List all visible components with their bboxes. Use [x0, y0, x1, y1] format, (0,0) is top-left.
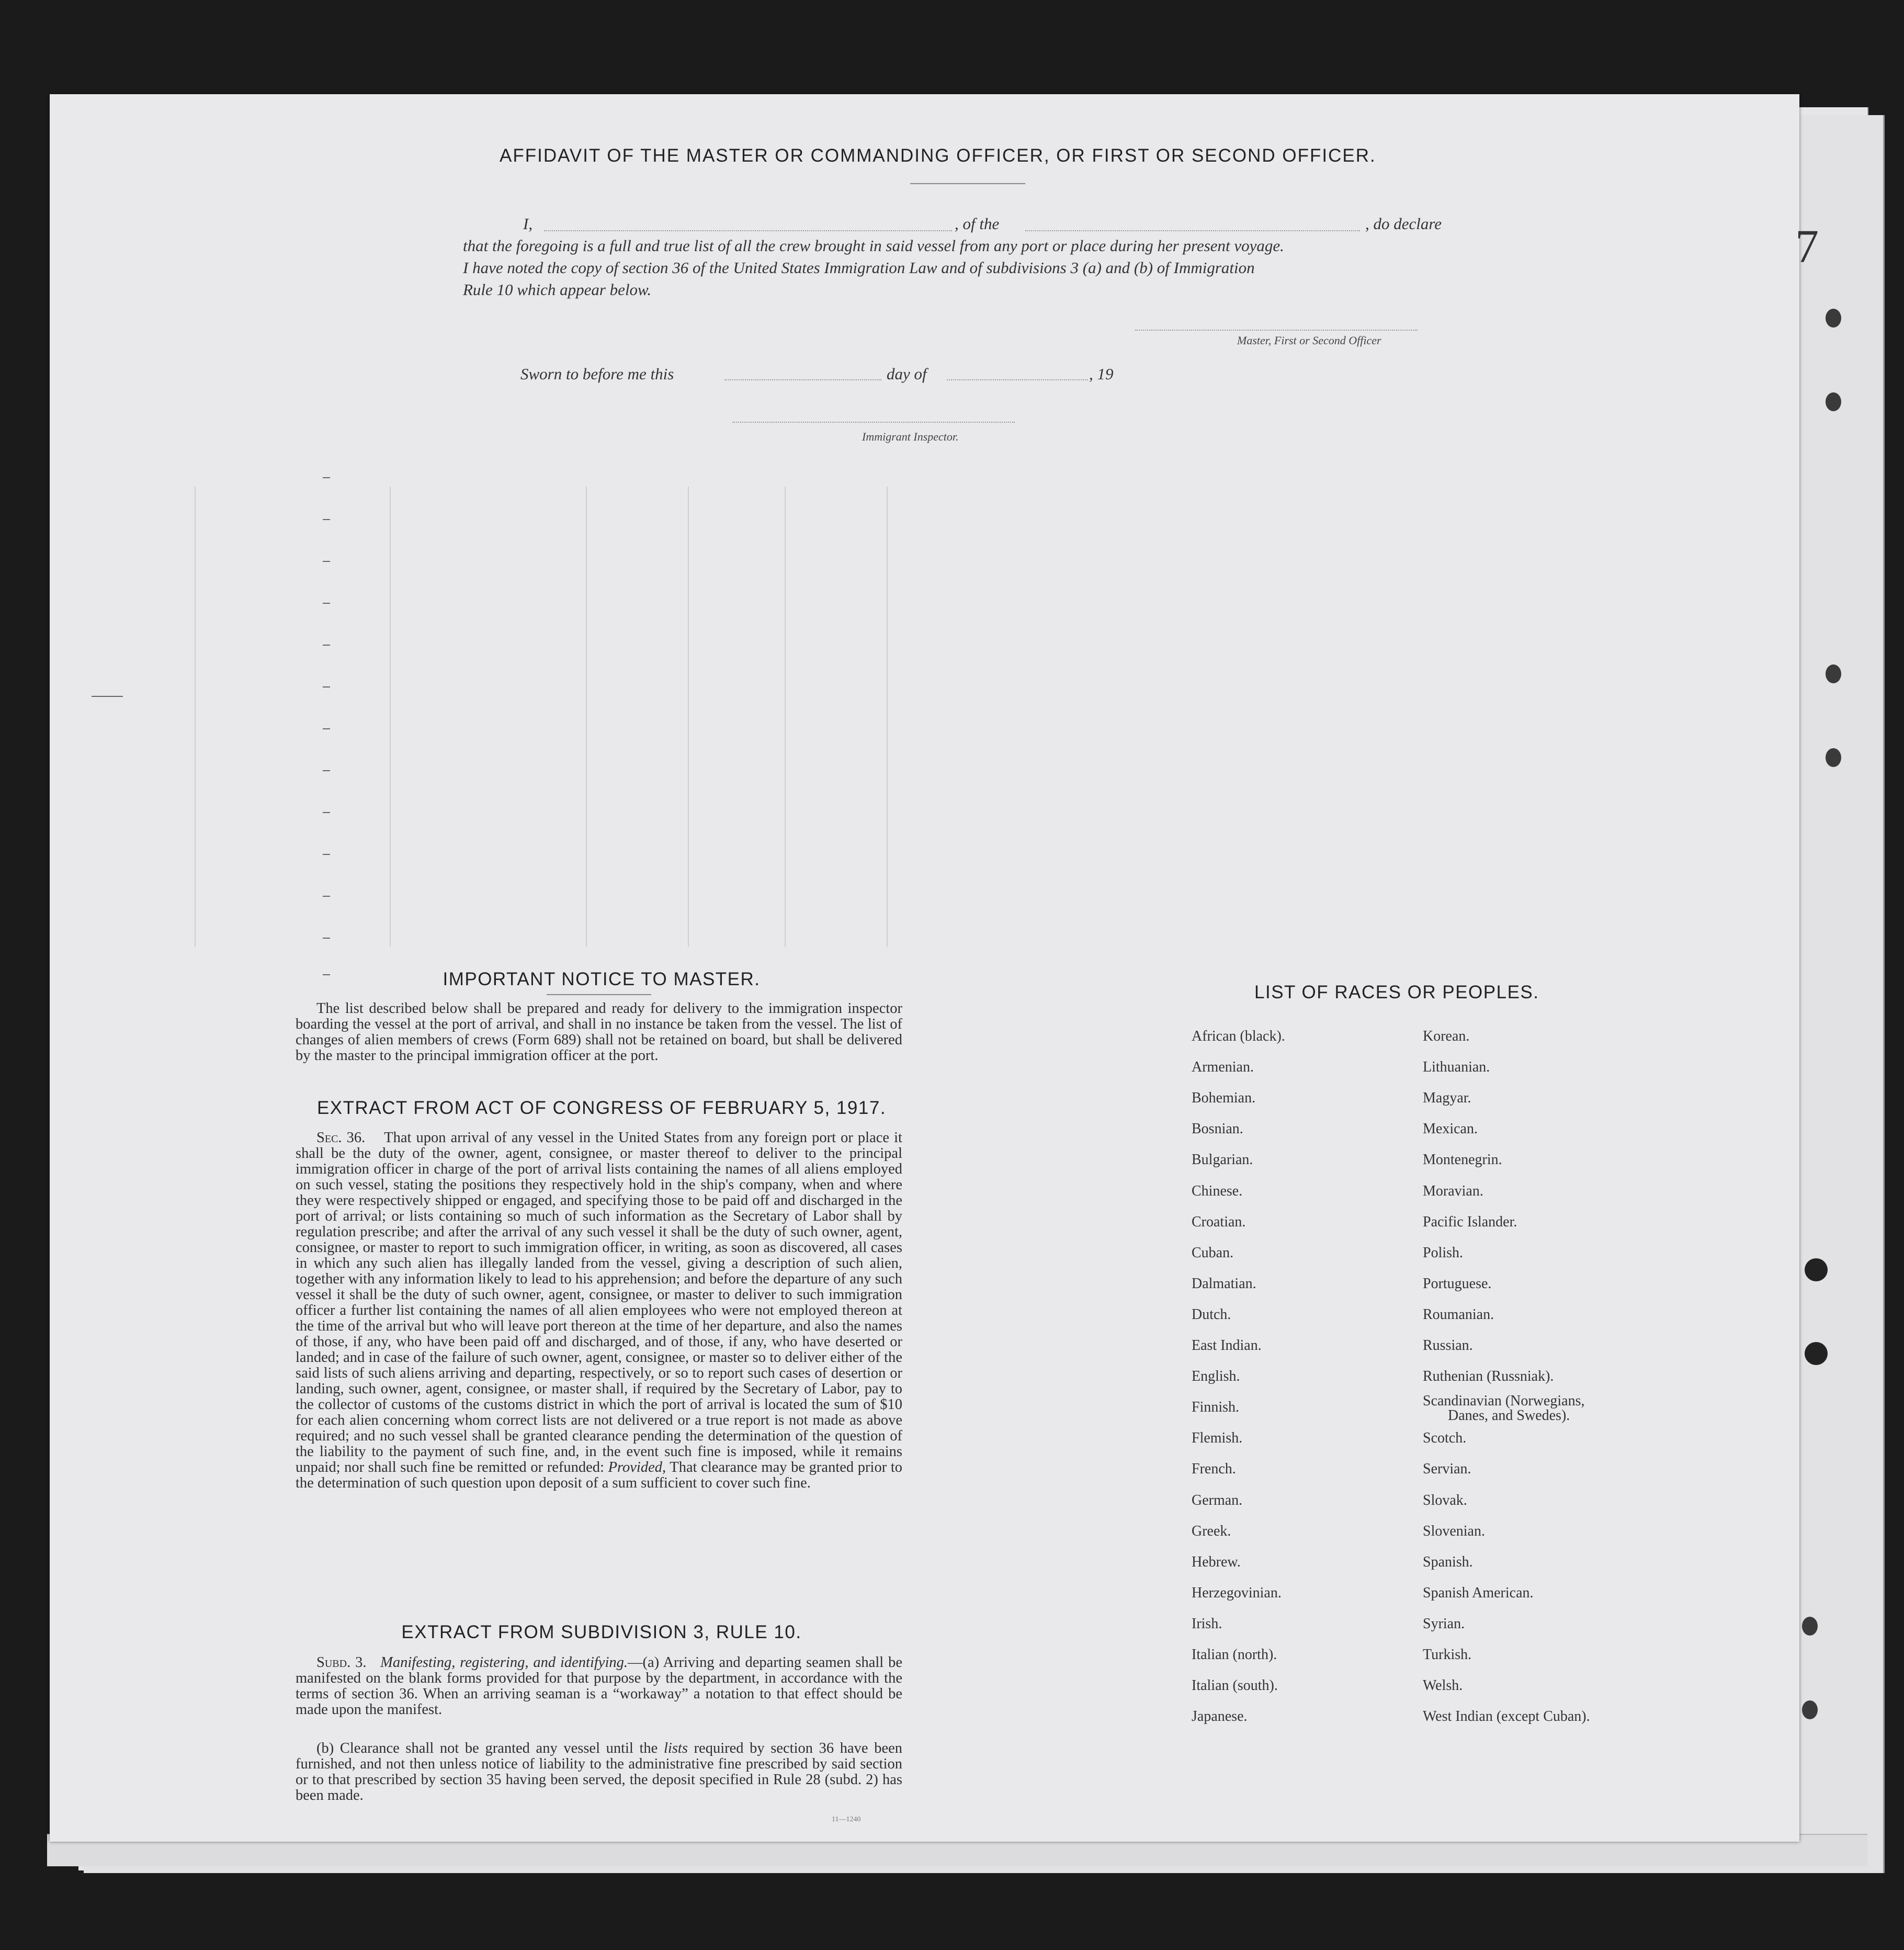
punch-hole — [1805, 1342, 1828, 1365]
row-tick — [323, 477, 330, 478]
race-item: Portuguese. — [1423, 1275, 1492, 1292]
race-item: Armenian. — [1192, 1059, 1254, 1076]
race-item: Slovak. — [1423, 1492, 1467, 1508]
affidavit-line2: that the foregoing is a full and true list of all the crew brought in said vessel from any port or place during her present voyage. — [463, 236, 1284, 255]
provided-word: Provided, — [608, 1459, 666, 1475]
subd-text-b-start: (b) Clearance shall not be granted any vessel until the — [316, 1740, 658, 1756]
affidavit-title: AFFIDAVIT OF THE MASTER OR COMMANDING OFFICER, OR FIRST OR SECOND OFFICER. — [500, 145, 1376, 166]
race-item: Japanese. — [1192, 1708, 1248, 1725]
margin-handwritten-mark: 7 — [1795, 221, 1819, 273]
section-label: Sec. 36. — [316, 1130, 366, 1146]
notice-title: IMPORTANT NOTICE TO MASTER. — [443, 969, 761, 989]
month-blank — [947, 379, 1088, 380]
subd-label: Subd. 3. — [316, 1654, 367, 1671]
race-item: Spanish. — [1423, 1553, 1473, 1570]
extract-act-body — [296, 1130, 902, 1491]
extract-rule-para-a — [296, 1655, 902, 1718]
affidavit-i: I, — [523, 215, 533, 233]
race-item: Slovenian. — [1423, 1523, 1485, 1539]
punch-hole — [1826, 392, 1841, 411]
race-item: Ruthenian (Russniak). — [1423, 1368, 1554, 1385]
vessel-blank — [1025, 230, 1360, 231]
race-item: Scandinavian (Norwegians, — [1423, 1393, 1585, 1410]
document-page — [50, 94, 1799, 1842]
race-item: Hebrew. — [1192, 1553, 1241, 1570]
race-item: Cuban. — [1192, 1244, 1234, 1261]
subd-heading: Manifesting, registering, and identifying. — [380, 1654, 628, 1671]
punch-hole — [1802, 1700, 1818, 1719]
affidavit-line3: I have noted the copy of section 36 of the United States Immigration Law and of subdivisions 3 (a) and (b) of Immigration — [463, 258, 1255, 277]
section-text: That upon arrival of any vessel in the United States from any foreign port or place it shall be the duty of the owner, agent, consignee, or master thereof to deliver to the principal immigration officer in charge of the port of arrival lists containing the names of all aliens employed on such vessel, stating the positions they respectively hold in the ship's company, when and where they were respectively shipped or engaged, and specifying those to be paid off and discharged in the port of arrival; or lists containing so much of such information as the Secretary of Labor shall by regulation prescribe; and after the arrival of any such vessel it shall be the duty of such owner, agent, consignee, or master to report to such immigration officer, in writing, as soon as discovered, all cases in which any such alien has illegally landed from the vessel, giving a description of such alien, together with any information likely to lead to his apprehension; and before the departure of any such vessel it shall be the duty of such owner, agent, consignee, or master to deliver to such immigration officer a further list containing the names of all alien employees who were not employed thereon at the time of the arrival but who will leave port thereon at the time of her departure, and also the names of those, if any, who have been paid off and discharged, and of those, if any, who have deserted or landed; and in case of the failure of such owner, agent, consignee, or master so to deliver either of the said lists of such aliens arriving and departing, respectively, or so to report such cases of desertion or landing, such owner, agent, consignee, or master shall, if required by the Secretary of Labor, pay to the collector of customs of the customs district in which the port of arrival is located the sum of $10 for each alien concerning whom correct lists are not delivered or a true report is not made as above required; and no such vessel shall be granted clearance pending the determination of the question of the liability to the payment of such fine, and, in the event such fine is imposed, while it remains unpaid; nor shall such fine be remitted or refunded: — [296, 1130, 902, 1475]
race-item: Greek. — [1192, 1523, 1231, 1539]
punch-hole — [1805, 1258, 1828, 1281]
affidavit-line4: Rule 10 which appear below. — [463, 280, 652, 299]
affidavit-of-the: , of the — [955, 215, 1000, 233]
race-item: African (black). — [1192, 1028, 1285, 1044]
race-item: Italian (north). — [1192, 1647, 1277, 1663]
day-blank — [724, 379, 881, 380]
race-item: Syrian. — [1423, 1615, 1465, 1632]
notice-body: The list described below shall be prepared and ready for delivery to the immigration inspector boarding the vessel at the port of arrival, and shall in no instance be taken from the vessel. The list of changes of alien members of crews (Form 689) shall not be retained on board, but shall be delivered by the master to the principal immigration officer at the port. — [296, 1000, 902, 1064]
column-rule — [887, 487, 888, 947]
row-tick — [323, 561, 330, 562]
column-rule — [390, 487, 391, 947]
race-item: West Indian (except Cuban). — [1423, 1708, 1590, 1725]
race-item: Flemish. — [1192, 1430, 1243, 1447]
race-item: Dalmatian. — [1192, 1275, 1256, 1292]
race-item: Montenegrin. — [1423, 1152, 1502, 1168]
column-rule — [586, 487, 587, 947]
race-item: Mexican. — [1423, 1121, 1478, 1137]
row-tick — [323, 938, 330, 939]
race-item: Spanish American. — [1423, 1584, 1534, 1601]
race-item: East Indian. — [1192, 1337, 1262, 1354]
race-item: Lithuanian. — [1423, 1059, 1490, 1076]
race-item-continuation: Danes, and Swedes). — [1448, 1407, 1570, 1424]
race-item: Turkish. — [1423, 1647, 1472, 1663]
column-rule — [785, 487, 786, 947]
race-item: Scotch. — [1423, 1430, 1467, 1447]
race-item: Russian. — [1423, 1337, 1473, 1354]
row-tick — [323, 728, 330, 729]
race-item: Bulgarian. — [1192, 1152, 1253, 1168]
subd-text-a: —(a) Arriving and departing seamen shall be manifested on the blank forms provided for that purpose by the department, in accordance with the terms of section 36. When an arriving seaman is a “workaway” a notation to that effect should be made upon the manifest. — [296, 1654, 902, 1718]
row-tick — [323, 603, 330, 604]
section-text-end: That clearance may be granted prior to the determination of such question upon deposit of a sum sufficient to cover such fine. — [296, 1459, 903, 1491]
punch-hole — [1826, 309, 1841, 328]
day-of-label: day of — [887, 365, 927, 383]
form-number: 11—1240 — [832, 1816, 861, 1823]
inspector-label: Immigrant Inspector. — [862, 430, 959, 443]
race-item: Croatian. — [1192, 1213, 1246, 1230]
master-signature-label: Master, First or Second Officer — [1237, 334, 1381, 347]
race-item: Bohemian. — [1192, 1090, 1256, 1107]
punch-hole — [1826, 748, 1841, 767]
column-rule — [688, 487, 689, 947]
race-item: English. — [1192, 1368, 1240, 1385]
row-tick — [323, 770, 330, 771]
race-item: Bosnian. — [1192, 1121, 1243, 1137]
notice-rule — [547, 994, 651, 995]
race-item: Dutch. — [1192, 1306, 1231, 1323]
races-title: LIST OF RACES OR PEOPLES. — [1254, 982, 1539, 1002]
race-item: Welsh. — [1423, 1677, 1463, 1694]
row-tick — [323, 854, 330, 855]
lists-word: lists — [663, 1740, 688, 1756]
race-item: Chinese. — [1192, 1182, 1243, 1199]
race-item: Italian (south). — [1192, 1677, 1278, 1694]
race-item: Korean. — [1423, 1028, 1470, 1044]
race-item: Roumanian. — [1423, 1306, 1494, 1323]
punch-hole — [1802, 1617, 1818, 1636]
year-label: , 19 — [1089, 365, 1114, 383]
race-item: Moravian. — [1423, 1182, 1483, 1199]
extract-rule-para-b — [296, 1741, 902, 1804]
name-blank — [544, 230, 952, 231]
punch-hole — [1826, 664, 1841, 683]
race-item: Finnish. — [1192, 1399, 1240, 1416]
sworn-label: Sworn to before me this — [520, 365, 674, 383]
race-item: Pacific Islander. — [1423, 1213, 1517, 1230]
affidavit-declare: , do declare — [1365, 215, 1442, 233]
race-item: Irish. — [1192, 1615, 1222, 1632]
row-tick — [323, 686, 330, 687]
master-signature-line — [1135, 330, 1418, 331]
race-item: Polish. — [1423, 1244, 1464, 1261]
extract-rule-title: EXTRACT FROM SUBDIVISION 3, RULE 10. — [401, 1622, 802, 1642]
subd-text-b-end: required by section 36 have been furnished, and not then unless notice of liability to the administrative fine prescribed by said section or to that prescribed by section 35 having been served, the deposit specified in Rule 28 (subd. 2) has been made. — [296, 1740, 903, 1804]
race-item: Servian. — [1423, 1461, 1471, 1478]
race-item: German. — [1192, 1492, 1243, 1508]
column-rule — [195, 487, 196, 947]
margin-tick — [92, 696, 123, 697]
extract-act-title: EXTRACT FROM ACT OF CONGRESS OF FEBRUARY 5, 1917. — [316, 1098, 887, 1118]
row-tick — [323, 645, 330, 646]
row-tick — [323, 812, 330, 813]
row-tick — [323, 896, 330, 897]
title-rule — [910, 183, 1025, 184]
race-item: Magyar. — [1423, 1090, 1471, 1107]
race-item: French. — [1192, 1461, 1236, 1478]
row-tick — [323, 519, 330, 520]
inspector-signature-line — [732, 422, 1015, 423]
race-item: Herzegovinian. — [1192, 1584, 1282, 1601]
